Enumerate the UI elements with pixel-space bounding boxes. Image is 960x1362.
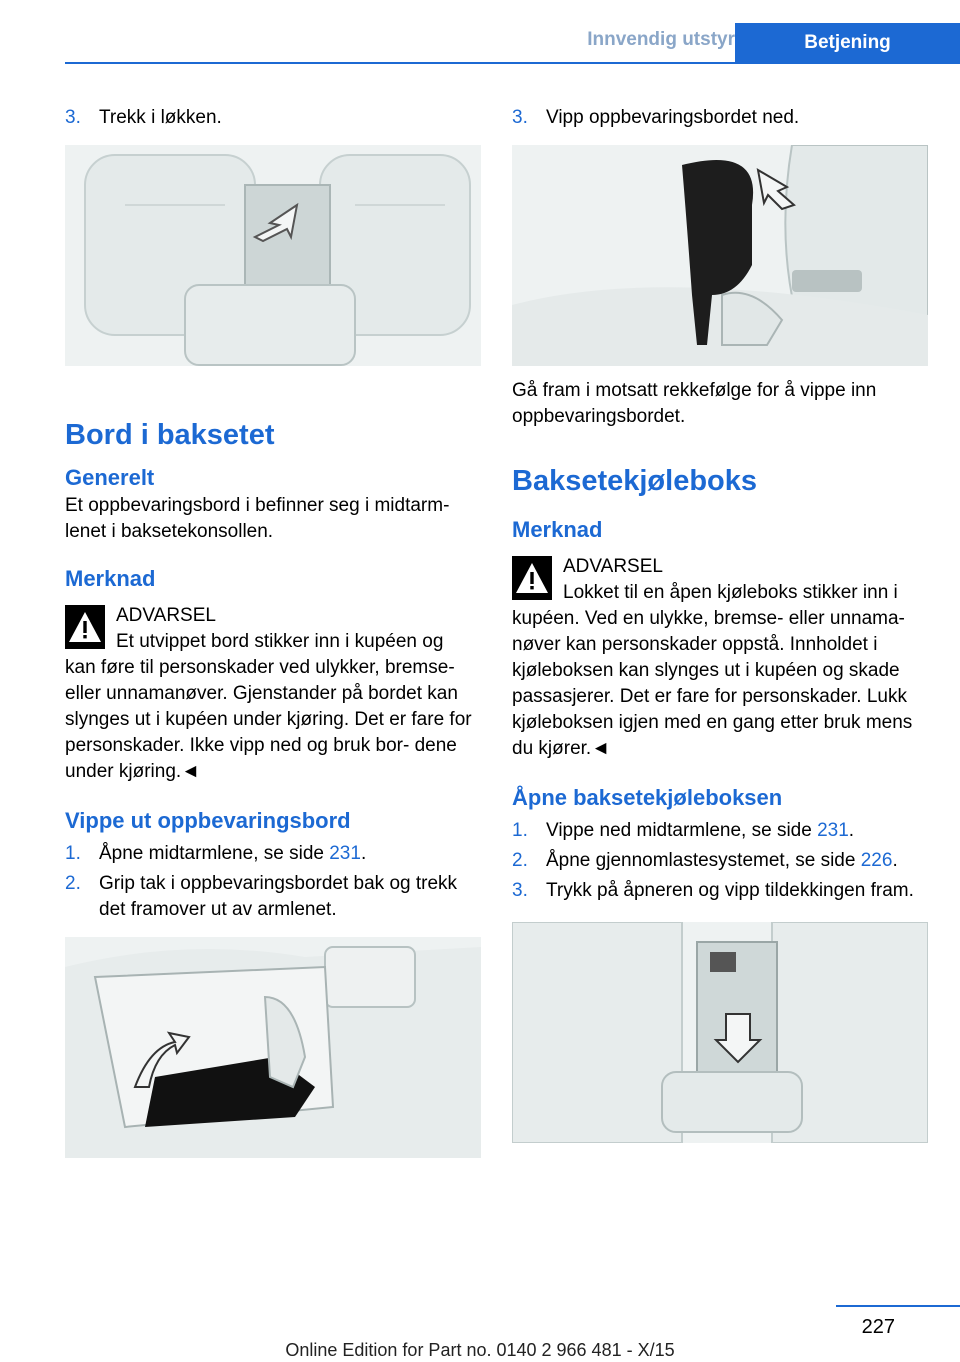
heading-generelt: Generelt [65,465,155,490]
left-fold-step-1: 1. Åpne midtarmlene, se side 231. [65,841,481,867]
page-ref-link[interactable]: 226 [860,850,893,871]
figure-table-fold-down [512,145,928,366]
step-number: 3. [65,107,81,128]
section-title-bord-i-baksetet: Bord i baksetet [65,419,275,451]
step-text: Åpne gjennomlastesystemet, se side [546,850,861,871]
figure-rear-seats-loop [65,145,481,366]
step-text: Trekk i løkken. [99,107,222,128]
left-step-3 [65,105,481,131]
step-number: 2. [512,850,528,871]
step-number: 2. [65,873,81,894]
warning-text [512,580,928,762]
step-text: Åpne midtarmlene, se side [99,843,330,864]
step-number: 3. [512,107,528,128]
right-step-3 [512,105,928,131]
header-rule [65,62,960,64]
footer-rule [836,1305,960,1307]
step-text: Trykk på åpneren og vipp tildekkingen fram. [546,880,914,901]
right-open-step-3 [512,878,928,904]
warning-text-rest: kupéen. Ved en ulykke, bremse- eller unnama- nøver kan personskader oppstå. Innholdet i kjøleboksen kan slynges ut i kupéen og skade passasjerer. Det er fare for personskader. Lukk kjøleboksen igjen med en gang etter bruk mens du kjører.◄ [512,608,913,759]
page-ref-link[interactable]: 231 [329,843,361,864]
step-text: Vipp oppbevaringsbordet ned. [546,107,800,128]
right-open-step-1: 1. Vippe ned midtarmlene, se side 231. [512,818,928,844]
warning-text [65,629,481,785]
warning-block [65,603,481,785]
section-title-baksetekjoleboks: Baksetekjøleboks [512,465,758,497]
footer-edition: Online Edition for Part no. 0140 2 966 481 - X/15 [285,1340,675,1360]
page-ref-link[interactable]: 231 [817,820,849,841]
warning-block [512,554,928,762]
general-text: Et oppbevaringsbord i befinner seg i midtarm- lenet i baksetekonsollen. [65,495,450,542]
step-number: 3. [512,880,528,901]
right-column [512,100,928,1143]
right-open-step-2: 2. Åpne gjennomlastesystemet, se side 226. [512,848,928,874]
step-text: Grip tak i oppbevaringsbordet bak og trekk det framover ut av armlenet. [99,873,458,920]
page-header [65,23,960,63]
step-number: 1. [512,820,528,841]
left-column [65,100,481,1158]
heading-apne-kjoleboks: Åpne baksetekjøleboksen [512,785,783,810]
heading-merknad: Merknad [65,566,156,591]
header-chapter-tab: Betjening [735,23,960,64]
warning-text-line1: Et utvippet bord stikker inn i kupéen og [116,631,444,652]
step-number: 1. [65,843,81,864]
warning-label: ADVARSEL [563,556,663,577]
warning-icon [512,556,552,600]
step-text: Vippe ned midtarmlene, se side [546,820,818,841]
warning-text-rest: kan føre til personskader ved ulykker, bremse- eller unnamanøver. Gjenstander på bordet kan slynges ut i kupéen under kjøring. Det er fare for personskader. Ikke vipp ned og bruk bor- dene under kjøring.◄ [65,657,472,782]
reverse-text: Gå fram i motsatt rekkefølge for å vippe inn oppbevaringsbordet. [512,380,877,427]
header-section-label: Innvendig utstyr [587,29,735,50]
warning-label: ADVARSEL [116,605,216,626]
heading-merknad: Merknad [512,517,603,542]
left-fold-step-2 [65,871,481,923]
heading-vippe-ut: Vippe ut oppbevaringsbord [65,808,351,833]
warning-icon [65,605,105,649]
figure-cooler-box-open [512,922,928,1143]
figure-armrest-table [65,937,481,1158]
warning-text-line1: Lokket til en åpen kjøleboks stikker inn i [563,582,898,603]
page-number: 227 [861,1316,895,1338]
